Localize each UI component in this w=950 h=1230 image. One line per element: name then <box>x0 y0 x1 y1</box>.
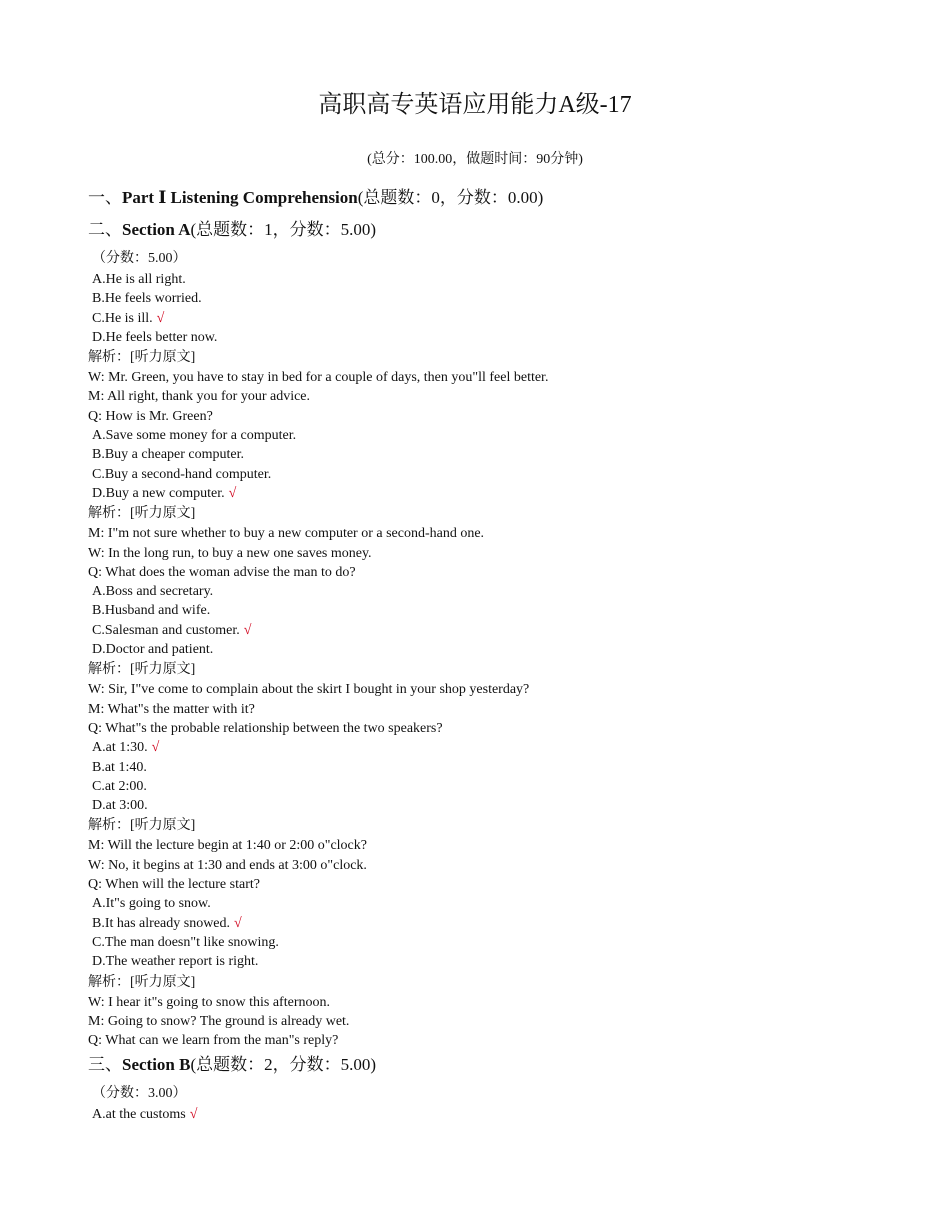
transcript-line: Q: When will the lecture start? <box>88 877 260 893</box>
check-mark-icon: √ <box>243 622 252 638</box>
analysis-label: 解析：[听力原文] <box>88 974 196 990</box>
option <box>92 582 888 601</box>
option-text: C.Buy a second-hand computer. <box>92 466 272 482</box>
option-text: C.at 2:00. <box>92 778 147 794</box>
option-text: D.The weather report is right. <box>92 954 259 970</box>
part-suffix: (总题数：0，分数：0.00) <box>357 188 544 207</box>
question-block <box>88 894 888 1050</box>
option-text: A.Save some money for a computer. <box>92 428 297 444</box>
option-text: B.Buy a cheaper computer. <box>92 447 245 463</box>
option-text: B.He feels worried. <box>92 291 202 307</box>
option-text: C.Salesman and customer. <box>92 622 240 638</box>
option <box>92 796 888 815</box>
option-text: B.It has already snowed. <box>92 915 231 931</box>
transcript-line: Q: What"s the probable relationship between the two speakers? <box>88 720 443 736</box>
part-prefix: 二、 <box>88 220 122 239</box>
part-name: Section B <box>122 1055 191 1075</box>
check-mark-icon: √ <box>228 485 237 501</box>
section-a-questions <box>88 270 888 1050</box>
part-name: Section A <box>122 220 191 239</box>
analysis-label: 解析：[听力原文] <box>88 818 196 834</box>
option <box>92 777 888 796</box>
question-block <box>88 270 888 426</box>
option <box>92 894 888 913</box>
option-text: D.Buy a new computer. <box>92 485 225 501</box>
document-content <box>88 185 888 1125</box>
option <box>92 914 888 933</box>
check-mark-icon: √ <box>151 740 160 756</box>
option <box>92 758 888 777</box>
question-block <box>88 426 888 582</box>
transcript-line: M: Going to snow? The ground is already wet. <box>88 1013 350 1029</box>
analysis-label: 解析：[听力原文] <box>88 662 196 678</box>
option-text: D.Doctor and patient. <box>92 642 214 658</box>
transcript-line: M: All right, thank you for your advice. <box>88 389 311 405</box>
transcript-line: M: What"s the matter with it? <box>88 701 255 717</box>
transcript-line: Q: What does the woman advise the man to do? <box>88 564 356 580</box>
option <box>92 484 888 503</box>
option <box>92 445 888 464</box>
question-block <box>88 738 888 894</box>
option-text: D.at 3:00. <box>92 798 148 814</box>
check-mark-icon: √ <box>156 310 165 326</box>
part-suffix: (总题数：1，分数：5.00) <box>190 220 377 239</box>
option-text: B.Husband and wife. <box>92 603 211 619</box>
transcript-line: Q: What can we learn from the man"s reply? <box>88 1033 339 1049</box>
transcript-line: W: I hear it"s going to snow this afternoon. <box>88 994 330 1010</box>
option <box>92 601 888 620</box>
option <box>92 640 888 659</box>
option <box>92 933 888 952</box>
transcript-line: W: Mr. Green, you have to stay in bed for a couple of days, then you"ll feel better. <box>88 370 549 386</box>
option <box>92 952 888 971</box>
transcript-line: W: In the long run, to buy a new one saves money. <box>88 545 372 561</box>
page-title: 高职高专英语应用能力A级-17 <box>318 92 632 118</box>
option-text: A.It"s going to snow. <box>92 896 211 912</box>
option <box>92 309 888 328</box>
option-text: D.He feels better now. <box>92 329 218 345</box>
part-heading-2 <box>88 217 888 243</box>
option-text: A.Boss and secretary. <box>92 584 214 600</box>
option-text: A.at the customs <box>92 1107 186 1123</box>
analysis-label: 解析：[听力原文] <box>88 350 196 366</box>
analysis-label: 解析：[听力原文] <box>88 506 196 522</box>
check-mark-icon: √ <box>234 915 242 931</box>
option-text: A.He is all right. <box>92 272 186 287</box>
option-text: A.at 1:30. <box>92 740 148 756</box>
page-subtitle: (总分：100.00，做题时间：90分钟) <box>367 152 583 167</box>
option <box>92 270 888 289</box>
section-b-score: （分数：3.00） <box>92 1086 187 1102</box>
question-block <box>88 582 888 738</box>
option <box>92 289 888 308</box>
section-a-score: （分数：5.00） <box>92 251 187 266</box>
option <box>92 621 888 640</box>
transcript-line: W: Sir, I"ve come to complain about the skirt I bought in your shop yesterday? <box>88 682 530 698</box>
part-suffix: (总题数：2，分数：5.00) <box>190 1055 377 1075</box>
transcript-line: M: I"m not sure whether to buy a new computer or a second-hand one. <box>88 526 485 542</box>
transcript-line: M: Will the lecture begin at 1:40 or 2:00 o"clock? <box>88 838 367 854</box>
part-prefix: 一、 <box>88 188 122 207</box>
option-text: C.He is ill. <box>92 310 153 326</box>
part-prefix: 三、 <box>88 1055 122 1075</box>
part-heading-3 <box>88 1052 888 1078</box>
option-text: B.at 1:40. <box>92 759 147 775</box>
option-text: C.The man doesn"t like snowing. <box>92 934 279 950</box>
part-name: Part Ⅰ Listening Comprehension <box>122 188 358 207</box>
option <box>92 328 888 347</box>
option <box>92 465 888 484</box>
part-heading-1 <box>88 185 888 211</box>
option <box>92 426 888 445</box>
check-mark-icon: √ <box>189 1107 198 1123</box>
transcript-line: Q: How is Mr. Green? <box>88 408 213 424</box>
option <box>92 738 888 757</box>
option <box>92 1105 888 1124</box>
transcript-line: W: No, it begins at 1:30 and ends at 3:00 o"clock. <box>88 857 367 873</box>
